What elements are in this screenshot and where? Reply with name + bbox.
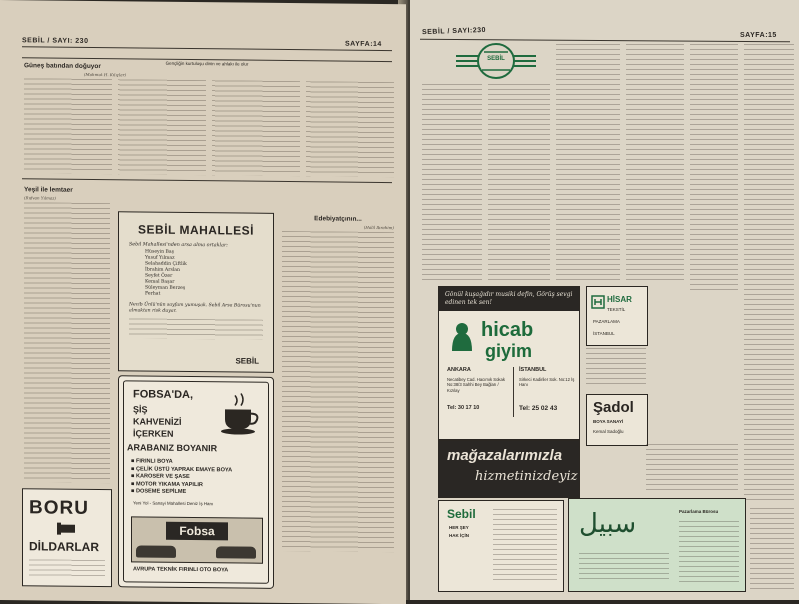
fobsa-line1: ŞİŞ [133,404,148,415]
boru-title: BORU [29,497,89,519]
mahallesi-note: Necib Ünlü'nün sayfam yumuşak. Sebil Arsa Bürosu'nun almaktan risk duyar. [129,302,261,314]
right-page [410,0,799,600]
fobsa-ad [118,375,274,589]
article-3-text [282,231,394,552]
listing-text [586,348,646,388]
mahallesi-body-text [129,318,263,339]
hicab-banner: Gönül kuşağıdır musiki defin, Görüş sevgi edinen tek sen! [439,287,579,311]
hicab-address-1: Necatibey Cad. Hacımık Sokak No:38/3 Sahhi Bey Bağları / Kızılay [447,377,505,393]
boru-dildarlar-ad [22,488,112,587]
article-3-title: Edebiyatçının... [314,215,362,223]
sadol-sub: BOYA SANAYİ [593,419,624,424]
small-listing [586,348,646,388]
fobsa-photo [131,516,263,563]
right-lower-text [646,444,738,490]
article-1-text-col [24,78,112,174]
sebil-ad-details [493,509,557,583]
right-article-col-2 [488,84,550,284]
fobsa-line4: ARABANIZ BOYANIR [127,442,218,454]
mahallesi-signature: SEBİL [235,356,259,366]
fobsa-footer: AVRUPA TEKNİK FIRINLI OTO BOYA [133,566,229,574]
fobsa-address: Yeni Yol - Sanayi Mahallesi Deniz İş Hanı [133,500,214,507]
hicab-phone-2: Tel: 25 02 43 [519,405,558,412]
magaza-line-2: hizmetinizdeyiz [475,469,578,484]
hicab-city-1: ANKARA [447,367,471,373]
hisar-sub-1: TEKSTİL [607,307,626,312]
article-2-text [24,202,110,483]
right-bottom-text [750,508,794,590]
logo-text: SEBİL [487,56,505,62]
fobsa-name: FOBSA'DA, [133,388,194,402]
magaza-line-1: mağazalarımızla [447,447,563,464]
member-name: İbrahim Arslan [145,267,180,273]
article-text [626,44,684,284]
article-text [488,84,550,284]
article-1-text-col [118,79,206,175]
hisar-tekstil-ad [586,286,648,346]
sadol-boya-ad [586,394,648,446]
arabic-ad-details [679,521,739,583]
woman-silhouette-icon [447,321,477,353]
service-item: ■ FIRINLI BOYA [131,458,173,465]
hicab-phone-1: Tel: 30 17 10 [447,405,480,411]
sadol-name: Şadol [593,399,634,416]
mahallesi-member-list [145,250,263,299]
member-name: Yusuf Yılmaz [145,255,175,261]
arabic-ad-subtext [579,553,669,583]
arabic-title: سبيل [579,509,637,539]
sebil-ad-name: Sebil [447,507,476,521]
service-item: ■ DOSEME SEPİLME [131,488,187,495]
right-article-col-1 [422,84,482,284]
hisar-sub-2: PAZARLAMA [593,319,620,324]
right-article-col-4 [626,44,684,284]
article-1-text-col [306,81,394,177]
right-article-col-3 [556,44,620,284]
car-shape [216,546,256,558]
member-name: Hüseyin Baş [145,249,174,255]
service-label: DOSEME SEPİLME [135,488,187,495]
sebil-ad-sub-1: HER ŞEY [449,525,469,530]
hicab-city-2: İSTANBUL [519,367,547,373]
article-text [744,44,794,504]
arabic-sebil-ad [568,498,746,592]
coffee-cup-icon [219,391,261,435]
right-header-page: SAYFA:15 [740,32,777,39]
right-header-issue: SEBİL / SAYI:230 [421,26,487,37]
right-article-col-6 [744,44,794,504]
article-text [690,44,738,294]
service-item: ■ MOTOR YIKAMA YAPILIR [131,480,203,488]
hicab-address-2: Sirkeci Kadiriler Sok. No:12 İş Hanı [519,377,575,388]
member-name: Seyfet Özer [145,273,173,279]
service-label: MOTOR YIKAMA YAPILIR [135,480,203,488]
article-1-byline: (Mahmut H. Kılıçlar) [84,71,127,78]
article-3 [282,215,394,556]
article-1-text-col [212,80,300,176]
member-name: Kemal Başar [145,279,175,285]
hicab-brand: hicab [481,319,534,341]
service-label: KAROSER VE ŞASE [135,473,190,480]
left-header-issue: SEBİL / SAYI: 230 [22,37,89,45]
article-2 [24,186,110,487]
address-divider [513,367,514,417]
boru-subtitle: DİLDARLAR [29,539,99,555]
hisar-logo-icon [591,295,605,309]
arabic-ad-note: Pazarlama Bürosu [679,509,719,514]
service-label: FIRINLI BOYA [135,458,173,465]
article-text [556,44,620,284]
pipe-icon [57,522,77,536]
service-item: ■ KAROSER VE ŞASE [131,473,190,480]
article-3-byline: (Halil Ibrahim) [363,224,394,231]
section-rule [22,178,392,183]
hisar-city: İSTANBUL [593,331,615,336]
service-label: ÇELİK ÜSTÜ YAPRAK EMAYE BOYA [135,465,233,473]
left-header-page: SAYFA:14 [345,40,382,48]
sebil-mahallesi-box [118,211,274,373]
article-1-title: Güneş batından doğuyor [24,62,101,71]
hisar-name: HİSAR [607,295,632,304]
sebil-logo [454,42,538,80]
member-name: Selahaddin Çiftlik [145,261,187,267]
article-2-title: Yeşil ile lemtaer [24,186,73,194]
fobsa-line2: KAHVENİZİ [133,416,182,427]
article-text [750,508,794,590]
sebil-bottom-ad [438,500,564,592]
sebil-ad-sub-2: HAK İÇİN [449,533,469,538]
banner-text: Gençliğin kurtuluşu dinin ve ahlakı ile olur [165,60,249,67]
car-shape [136,545,176,557]
service-item: ■ ÇELİK ÜSTÜ YAPRAK EMAYE BOYA [131,465,233,473]
fobsa-line3: İÇERKEN [133,428,174,439]
hicab-brand-sub: giyim [485,341,533,361]
fobsa-services [131,458,232,497]
article-1-columns [24,78,394,177]
magazalar-ad [438,440,580,498]
article-text [422,84,482,284]
mahallesi-title: SEBİL MAHALLESİ [138,222,254,238]
hicab-giyim-ad [438,286,580,440]
member-name: Süleyman Berzeş [145,285,186,291]
boru-details [29,559,105,578]
sadol-owner: Kemal Sadoğlu [593,429,624,434]
fobsa-logo: Fobsa [166,522,228,541]
member-name: Ferhat [145,291,161,297]
right-article-col-5 [690,44,738,294]
article-2-byline: (Rıdvan Yılmaz) [24,195,56,201]
article-1 [24,62,394,178]
article-text [646,444,738,490]
mahallesi-intro: Sebil Mahallesi'nden arsa alma ortaklar: [129,242,228,249]
